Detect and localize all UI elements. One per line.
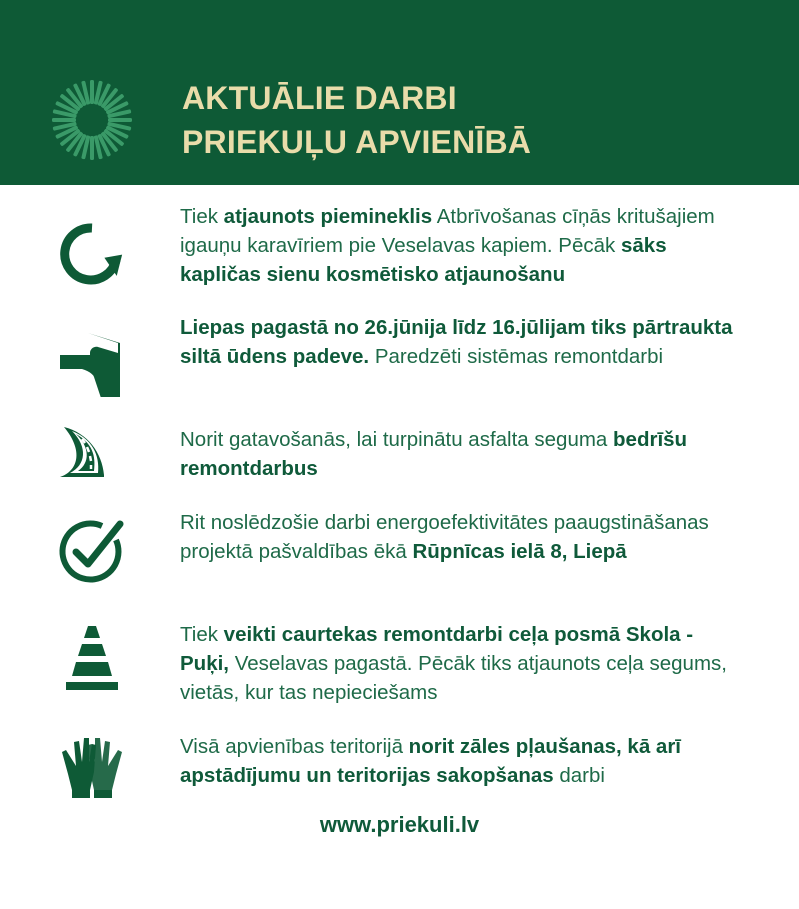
bold-text: Liepas pagastā no 26.jūnija līdz 16.jūlijam tiks pārtraukta siltā ūdens padeve. bbox=[180, 316, 733, 368]
title-line-1: AKTUĀLIE DARBI bbox=[182, 80, 457, 116]
item-text bbox=[180, 620, 740, 707]
header-banner bbox=[0, 0, 799, 185]
refresh-arrow-icon bbox=[58, 220, 126, 288]
regular-text: Visā apvienības teritorijā bbox=[180, 735, 409, 758]
bold-text: Rūpnīcas ielā 8, Liepā bbox=[412, 540, 627, 563]
item-text bbox=[180, 202, 740, 289]
regular-text: Atbrīvošanas cīņās kritušajiem igauņu karavīriem pie Veselavas kapiem. Pēcāk bbox=[180, 205, 715, 257]
sun-logo-icon bbox=[50, 78, 134, 162]
regular-text: Norit gatavošanās, lai turpinātu asfalta seguma bbox=[180, 428, 614, 451]
gloves-icon bbox=[58, 732, 126, 800]
regular-text: Paredzēti sistēmas remontdarbi bbox=[369, 345, 664, 368]
bold-text: bedrīšu remontdarbus bbox=[180, 428, 688, 480]
regular-text: Tiek bbox=[180, 623, 224, 646]
website-link[interactable]: www.priekuli.lv bbox=[319, 812, 480, 837]
water-tap-icon bbox=[58, 329, 126, 397]
bold-text: veikti caurtekas remontdarbi ceļa posmā Skola - Puķi, bbox=[180, 623, 694, 675]
item-text bbox=[180, 313, 740, 371]
bold-text: atjaunots piemineklis bbox=[223, 205, 433, 228]
road-icon bbox=[58, 425, 126, 493]
check-circle-icon bbox=[58, 518, 126, 586]
item-text bbox=[180, 508, 740, 566]
traffic-cone-icon bbox=[58, 626, 126, 694]
page-title bbox=[182, 76, 531, 164]
regular-text: Veselavas pagastā. Pēcāk tiks atjaunots ceļa segums, vietās, kur tas nepieciešams bbox=[180, 652, 727, 704]
item-text bbox=[180, 425, 740, 483]
item-text bbox=[180, 732, 740, 790]
bold-text: norit zāles pļaušanas, kā arī apstādījumu un teritorijas sakopšanas bbox=[180, 735, 681, 787]
regular-text: Rit noslēdzošie darbi energoefektivitātes paaugstināšanas projektā pašvaldības ēkā bbox=[180, 511, 709, 563]
regular-text: darbi bbox=[553, 764, 605, 787]
bold-text: sāks kapličas sienu kosmētisko atjaunošanu bbox=[180, 234, 667, 286]
regular-text: Tiek bbox=[180, 205, 224, 228]
title-line-2: PRIEKUĻU APVIENĪBĀ bbox=[182, 124, 532, 160]
